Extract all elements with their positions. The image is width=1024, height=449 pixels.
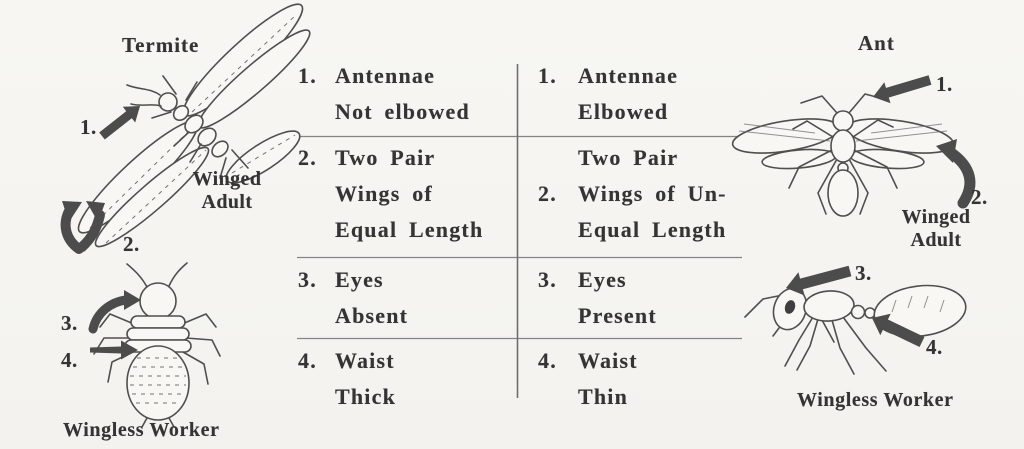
marker-ant-worker-waist: 4. — [926, 335, 943, 359]
ant-row-antennae — [538, 58, 678, 130]
marker-ant-antennae: 1. — [936, 72, 953, 96]
row-number — [538, 212, 578, 248]
table-line — [298, 343, 396, 379]
table-line — [298, 176, 483, 212]
row-text: Eyes — [335, 267, 384, 292]
row-text: Absent — [335, 303, 409, 328]
table-line — [538, 212, 727, 248]
row-text: Thin — [578, 384, 629, 409]
row-text: Equal Length — [335, 217, 484, 242]
termite-title: Termite — [122, 33, 200, 57]
caption-line: Adult — [910, 229, 962, 251]
arrow-termite-antennae — [99, 106, 140, 140]
termite-wingless-worker-illustration — [90, 263, 220, 427]
row-text: Wings of Un- — [578, 181, 727, 206]
row-text: Equal Length — [578, 217, 727, 242]
row-text: Present — [578, 303, 657, 328]
row-text: Antennae — [335, 63, 436, 88]
row-number — [298, 176, 335, 212]
termite-row-waist — [298, 343, 396, 415]
row-text: Two Pair — [335, 145, 436, 170]
caption-termite-winged-adult — [188, 168, 266, 214]
table-line — [538, 343, 638, 379]
table-line — [538, 94, 678, 130]
row-text: Eyes — [578, 267, 627, 292]
ant-row-wings — [538, 140, 727, 248]
row-number: 1. — [298, 63, 317, 88]
table-line — [298, 58, 470, 94]
caption-line: Winged — [901, 206, 971, 228]
row-number — [538, 94, 578, 130]
caption-termite-wingless-worker: Wingless Worker — [63, 419, 220, 441]
row-number: 4. — [298, 348, 317, 373]
row-number: 1. — [538, 63, 557, 88]
row-text: Antennae — [578, 63, 679, 88]
row-text: Wings of — [335, 181, 433, 206]
table-line — [538, 379, 638, 415]
termite-row-eyes — [298, 262, 408, 334]
row-number — [538, 379, 578, 415]
ant-title: Ant — [858, 31, 895, 55]
termite-row-wings — [298, 140, 483, 248]
row-text: Waist — [335, 348, 395, 373]
arrow-ant-wings — [936, 139, 970, 203]
marker-termite-wings: 2. — [123, 232, 140, 256]
termite-row-antennae — [298, 58, 470, 130]
row-text: Elbowed — [578, 99, 669, 124]
row-text: Thick — [335, 384, 397, 409]
caption-ant-winged-adult — [898, 206, 974, 252]
row-number: 2. — [298, 145, 317, 170]
table-line — [298, 262, 408, 298]
row-number: 3. — [298, 267, 317, 292]
table-line — [298, 140, 483, 176]
table-line — [298, 212, 483, 248]
marker-termite-worker-waist: 4. — [61, 348, 78, 372]
row-number: 3. — [538, 267, 557, 292]
marker-termite-antennae: 1. — [80, 115, 97, 139]
row-number: 4. — [538, 348, 557, 373]
arrow-ant-worker-head — [786, 266, 851, 296]
ant-row-eyes — [538, 262, 657, 334]
caption-ant-wingless-worker: Wingless Worker — [797, 389, 954, 411]
row-number — [298, 298, 335, 334]
row-number — [298, 212, 335, 248]
table-line — [538, 58, 678, 94]
row-number — [298, 94, 335, 130]
row-number — [298, 379, 335, 415]
table-line — [298, 94, 470, 130]
row-number: 2. — [538, 181, 557, 206]
caption-line: Adult — [201, 191, 253, 213]
arrow-ant-antennae — [873, 75, 931, 103]
marker-ant-worker-head: 3. — [855, 261, 872, 285]
table-line — [298, 379, 396, 415]
marker-termite-worker-head: 3. — [61, 311, 78, 335]
caption-line: Winged — [192, 168, 262, 190]
table-line — [298, 298, 408, 334]
table-line — [538, 176, 727, 212]
row-number — [538, 140, 578, 176]
table-line — [538, 262, 657, 298]
marker-ant-wings: 2. — [971, 185, 988, 209]
row-number — [538, 298, 578, 334]
row-text: Two Pair — [578, 145, 679, 170]
table-line — [538, 140, 727, 176]
row-text: Not elbowed — [335, 99, 470, 124]
row-text: Waist — [578, 348, 638, 373]
ant-row-waist — [538, 343, 638, 415]
table-line — [538, 298, 657, 334]
ant-winged-adult-illustration — [730, 75, 970, 216]
